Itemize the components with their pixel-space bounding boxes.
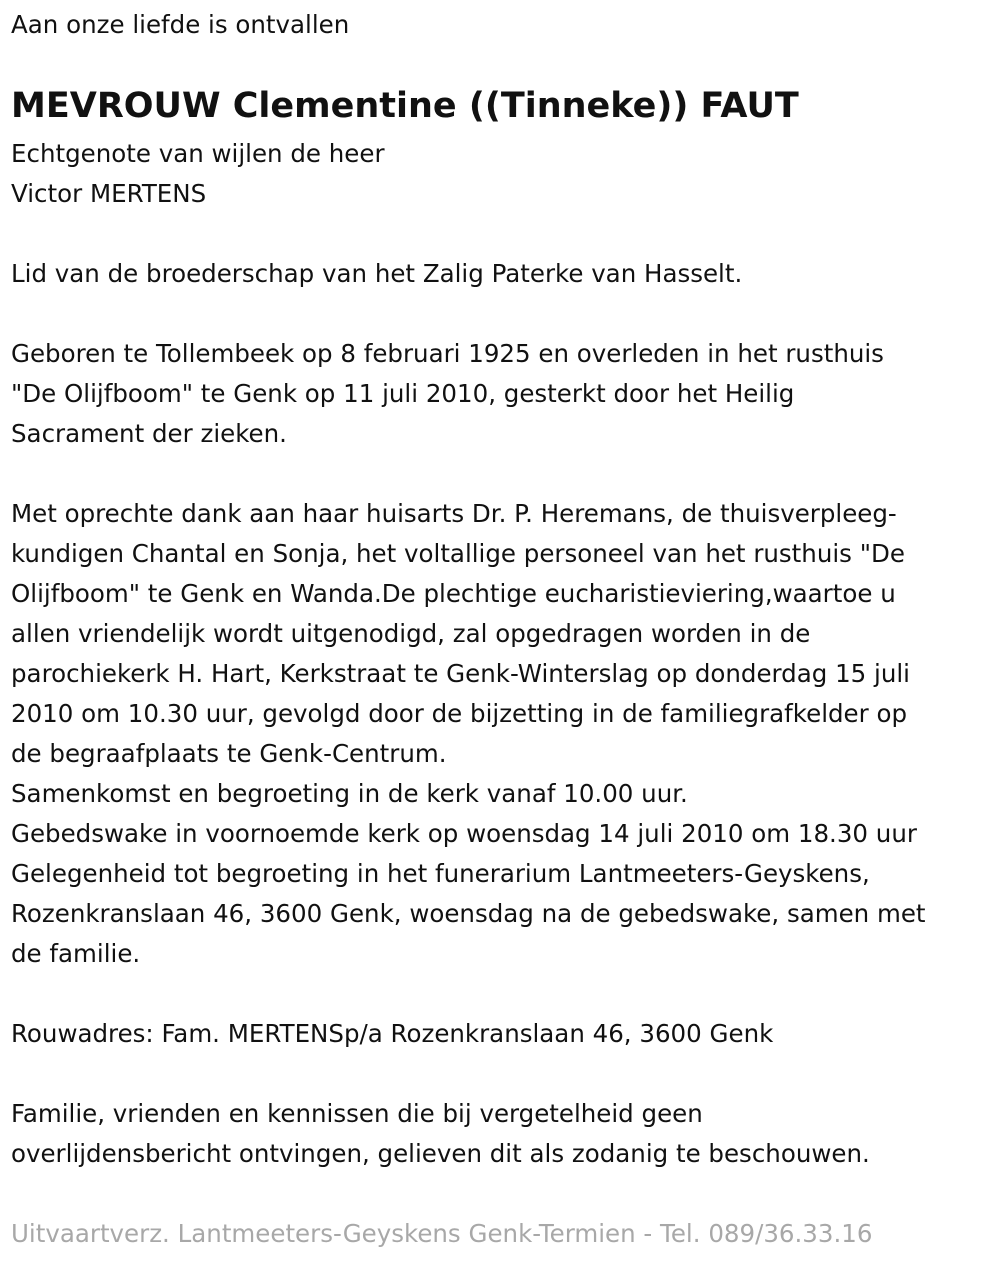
spouse-line: Echtgenote van wijlen de heer — [11, 139, 385, 168]
birth-death-block — [11, 334, 884, 454]
thanks-line: de begraafplaats te Genk-Centrum. — [11, 739, 447, 768]
family-note-block — [11, 1094, 870, 1174]
intro-text: Aan onze liefde is ontvallen — [11, 10, 350, 39]
family-note-line: overlijdensbericht ontvingen, gelieven dit als zodanig te beschouwen. — [11, 1139, 870, 1168]
thanks-line: Rozenkranslaan 46, 3600 Genk, woensdag na de gebedswake, samen met — [11, 899, 926, 928]
thanks-ceremony-block — [11, 494, 926, 974]
spouse-block — [11, 134, 385, 214]
thanks-line: 2010 om 10.30 uur, gevolgd door de bijzetting in de familiegrafkelder op — [11, 699, 908, 728]
thanks-line: allen vriendelijk wordt uitgenodigd, zal opgedragen worden in de — [11, 619, 811, 648]
thanks-line: Gebedswake in voornoemde kerk op woensdag 14 juli 2010 om 18.30 uur — [11, 819, 917, 848]
birth-death-line: "De Olijfboom" te Genk op 11 juli 2010, gesterkt door het Heilig — [11, 379, 795, 408]
thanks-line: de familie. — [11, 939, 141, 968]
thanks-line: Olijfboom" te Genk en Wanda.De plechtige eucharistieviering,waartoe u — [11, 579, 896, 608]
thanks-line: Samenkomst en begroeting in de kerk vanaf 10.00 uur. — [11, 779, 688, 808]
funeral-home-footer: Uitvaartverz. Lantmeeters-Geyskens Genk-Termien - Tel. 089/36.33.16 — [11, 1219, 873, 1248]
birth-death-line: Sacrament der zieken. — [11, 419, 287, 448]
spouse-line: Victor MERTENS — [11, 179, 207, 208]
mourning-address-block — [11, 1014, 773, 1054]
membership-block — [11, 254, 742, 294]
membership-text: Lid van de broederschap van het Zalig Paterke van Hasselt. — [11, 259, 743, 288]
thanks-line: Gelegenheid tot begroeting in het funerarium Lantmeeters-Geyskens, — [11, 859, 870, 888]
mourning-address: Rouwadres: Fam. MERTENSp/a Rozenkranslaan 46, 3600 Genk — [11, 1019, 774, 1048]
thanks-line: kundigen Chantal en Sonja, het voltallige personeel van het rusthuis "De — [11, 539, 905, 568]
deceased-name: MEVROUW Clementine ((Tinneke)) FAUT — [11, 86, 799, 126]
birth-death-line: Geboren te Tollembeek op 8 februari 1925 en overleden in het rusthuis — [11, 339, 884, 368]
family-note-line: Familie, vrienden en kennissen die bij vergetelheid geen — [11, 1099, 703, 1128]
thanks-line: parochiekerk H. Hart, Kerkstraat te Genk-Winterslag op donderdag 15 juli — [11, 659, 910, 688]
thanks-line: Met oprechte dank aan haar huisarts Dr. P. Heremans, de thuisverpleeg- — [11, 499, 897, 528]
